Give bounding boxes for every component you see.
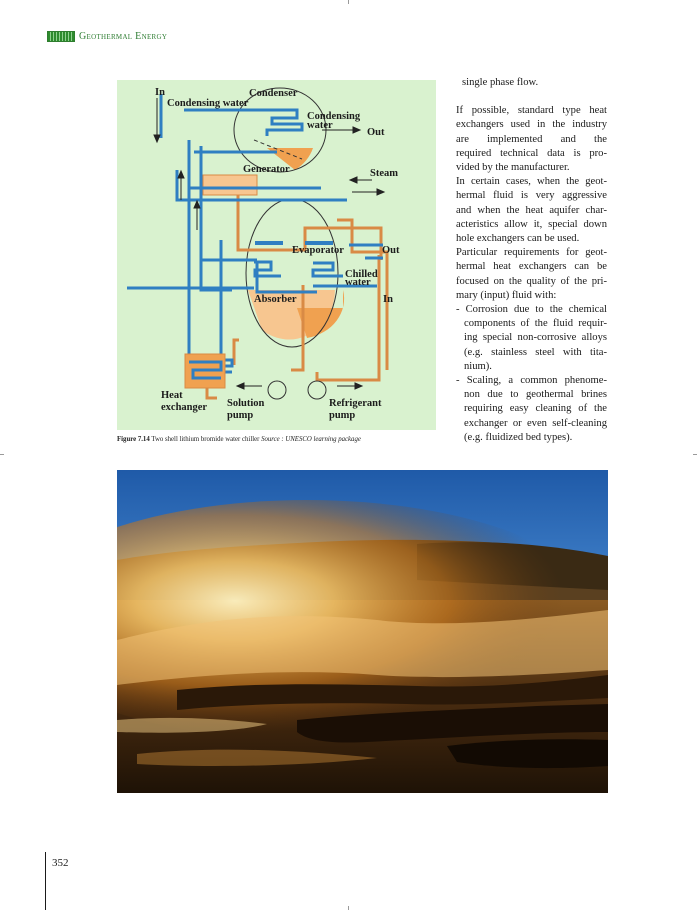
caption-source: Source : UNESCO learning package xyxy=(261,436,361,443)
bullet-line: non due to geothermal brines xyxy=(464,389,607,401)
crop-mark-left xyxy=(0,454,4,455)
paragraph-line: vided by the manufacturer. xyxy=(456,162,570,174)
solution-pump xyxy=(268,381,286,399)
caption-label: Figure 7.14 xyxy=(117,436,150,443)
paragraph-line: required technical data is pro- xyxy=(456,147,607,159)
label-generator: Generator xyxy=(243,164,290,175)
label-steam: Steam xyxy=(370,168,398,179)
blue-pipes xyxy=(127,94,383,372)
bullet-line: ing special non-corrosive alloys xyxy=(464,332,607,344)
bullet-line: components of the fluid requir- xyxy=(464,318,607,330)
label-evaporator: Evaporator xyxy=(292,245,344,256)
label-heat-2: exchanger xyxy=(161,402,208,413)
bullet-line: nium). xyxy=(464,360,492,372)
label-in-top: In xyxy=(155,87,165,98)
running-header xyxy=(47,30,167,42)
label-solution-1: Solution xyxy=(227,398,265,409)
chiller-diagram-svg xyxy=(117,80,436,430)
label-chilled-1: Chilled xyxy=(345,269,378,280)
label-absorber: Absorber xyxy=(254,294,297,305)
label-solution-2: pump xyxy=(227,410,254,421)
label-condenser: Condenser xyxy=(249,88,298,99)
paragraph-line: acteristics allow it, special down xyxy=(456,218,607,230)
label-in-right: In xyxy=(383,294,393,305)
generator-shelf xyxy=(203,175,257,195)
paragraph-line: hermal heat exchangers can be xyxy=(456,261,607,273)
caption-text: Two shell lithium bromide water chiller xyxy=(151,436,262,443)
crop-mark-top xyxy=(348,0,349,4)
refrigerant-pump xyxy=(308,381,326,399)
margin-rule xyxy=(45,852,46,910)
paragraph-line: focused on the quality of the pri- xyxy=(456,275,607,287)
paragraph-line: Particular requirements for geot- xyxy=(456,247,607,259)
label-condensing-water-right-1: Condensing xyxy=(307,111,361,122)
label-refrigerant-2: pump xyxy=(329,410,356,421)
body-text-column xyxy=(456,76,607,445)
bullet-line: - Scaling, a common phenome- xyxy=(456,375,607,387)
paragraph-line: hermal fluid is very aggressive xyxy=(456,190,607,202)
bullet-line: (e.g. stainless steel with tita- xyxy=(464,346,607,358)
paragraph-line: hole exchangers can be used. xyxy=(456,233,580,245)
label-out-top: Out xyxy=(367,127,385,138)
figure-caption xyxy=(117,436,447,443)
paragraph-line: single phase flow. xyxy=(462,77,539,88)
absorber-sprayer xyxy=(255,241,283,245)
paragraph-line: and when the heat aquifer char- xyxy=(456,204,607,216)
chiller-diagram xyxy=(117,80,436,430)
paragraph-line: mary (input) fluid with: xyxy=(456,289,557,301)
crop-mark-right xyxy=(693,454,697,455)
header-logo xyxy=(47,31,75,42)
label-refrigerant-1: Refrigerant xyxy=(329,398,382,409)
label-condensing-water-right-2: water xyxy=(307,120,333,131)
label-chilled-2: water xyxy=(345,277,371,288)
crop-mark-bottom xyxy=(348,906,349,910)
paragraph-line: exchangers used in the industry xyxy=(456,119,607,131)
label-heat-1: Heat xyxy=(161,390,183,401)
paragraph-line: If possible, standard type heat xyxy=(456,105,607,117)
bullet-line: - Corrosion due to the chemical xyxy=(456,304,607,316)
bullet-line: exchanger or even self-cleaning xyxy=(464,417,607,429)
label-out-right: Out xyxy=(382,245,400,256)
bullet-line: requiring easy cleaning of the xyxy=(464,403,607,415)
geothermal-steam-photo xyxy=(117,470,608,793)
label-condensing-water-left: Condensing water xyxy=(167,98,249,109)
bullet-line: (e.g. fluidized bed types). xyxy=(464,431,573,443)
page-number: 352 xyxy=(52,857,69,869)
header-title: Geothermal Energy xyxy=(79,30,168,42)
paragraph-line: In certain cases, when the geot- xyxy=(456,176,607,188)
paragraph-line: are implemented and the xyxy=(456,133,607,145)
